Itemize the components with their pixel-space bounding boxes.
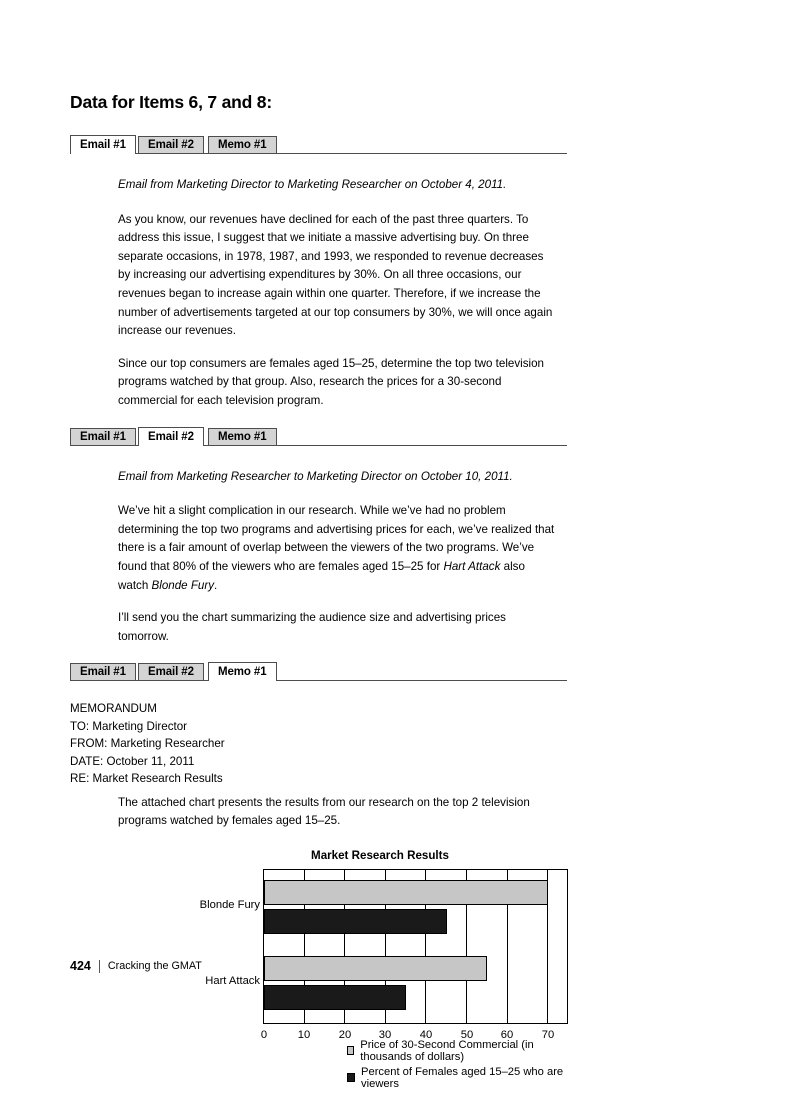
bar-hart-attack-percent bbox=[264, 985, 406, 1010]
footer-divider bbox=[99, 960, 100, 973]
chart-title: Market Research Results bbox=[311, 848, 449, 862]
memo-line-re: RE: Market Research Results bbox=[70, 772, 223, 786]
chart-frame-right bbox=[567, 869, 568, 1024]
legend-label-price: Price of 30-Second Commercial (in thousands of dollars) bbox=[360, 1038, 534, 1063]
tab-memo-1[interactable]: Memo #1 bbox=[208, 428, 277, 445]
tab-baseline bbox=[70, 680, 567, 681]
tab-email-1[interactable]: Email #1 bbox=[70, 663, 136, 680]
chart-x-tick: 0 bbox=[260, 1028, 268, 1041]
chart-x-tick: 60 bbox=[500, 1028, 514, 1041]
chart-x-tick: 30 bbox=[378, 1028, 392, 1041]
chart-category-label-blonde-fury: Blonde Fury bbox=[199, 898, 260, 911]
tab-email-2[interactable]: Email #2 bbox=[138, 427, 204, 446]
tab-baseline bbox=[70, 153, 567, 154]
legend-swatch-icon bbox=[347, 1073, 355, 1082]
email-1-body bbox=[118, 154, 558, 411]
legend-label-percent: Percent of Females aged 15–25 who are viewers bbox=[361, 1065, 564, 1090]
chart-x-tick: 20 bbox=[338, 1028, 352, 1041]
chart-frame-top bbox=[263, 869, 568, 870]
email-2-program-1: Hart Attack bbox=[443, 559, 501, 573]
email-2-body bbox=[118, 446, 558, 647]
page-content bbox=[70, 92, 570, 1090]
email-1-paragraph-2: Since our top consumers are females aged 15–25, determine the top two television programs watched by that group. Also, research the prices for a 30-second commercial for each television program. bbox=[118, 356, 544, 407]
chart-x-tick: 40 bbox=[419, 1028, 433, 1041]
email-1-paragraph-1: As you know, our revenues have declined for each of the past three quarters. To address this issue, I suggest that we initiate a massive advertising buy. On three separate occasions, in 1978, 1987, and 1993, we responded to revenue decreases by increasing our advertising expenditures by 30%. On all three occasions, our revenues began to increase again within one quarter. Therefore, if we increase the number of advertisements targeted at our top consumers by 30%, we will once again increase our revenues. bbox=[118, 212, 553, 338]
chart-x-tick: 50 bbox=[460, 1028, 474, 1041]
legend-item-percent bbox=[347, 1066, 570, 1090]
legend-item-price bbox=[347, 1039, 570, 1063]
footer-book-title: Cracking the GMAT bbox=[107, 960, 202, 972]
memo-line-title: MEMORANDUM bbox=[70, 702, 157, 716]
email-2-paragraph-2: I’ll send you the chart summarizing the audience size and advertising prices tomorrow. bbox=[118, 611, 506, 643]
bar-blonde-fury-percent bbox=[264, 909, 447, 934]
memo-paragraph: The attached chart presents the results from our research on the top 2 television programs watched by females aged 15–25. bbox=[118, 795, 530, 828]
tab-memo-1[interactable]: Memo #1 bbox=[208, 136, 277, 153]
legend-swatch-icon bbox=[347, 1046, 354, 1055]
email-2-header-line: Email from Marketing Researcher to Marketing Director on October 10, 2011. bbox=[118, 469, 513, 483]
email-1-header-line: Email from Marketing Director to Marketing Researcher on October 4, 2011. bbox=[118, 178, 507, 191]
email-2-text-b: also watch bbox=[118, 559, 525, 592]
email-2-program-2: Blonde Fury bbox=[151, 578, 215, 592]
email-2-paragraph-1 bbox=[118, 502, 558, 595]
tab-strip-2 bbox=[70, 427, 567, 446]
chart-legend bbox=[347, 1039, 570, 1093]
tab-strip-1 bbox=[70, 135, 567, 154]
chart-category-label-hart-attack: Hart Attack bbox=[205, 974, 260, 987]
tab-email-1[interactable]: Email #1 bbox=[70, 135, 136, 154]
bar-blonde-fury-price bbox=[264, 880, 548, 905]
tab-email-2[interactable]: Email #2 bbox=[138, 663, 204, 680]
memo-line-to: TO: Marketing Director bbox=[70, 719, 188, 733]
chart-x-tick: 10 bbox=[297, 1028, 311, 1041]
email-2-text-a: We’ve hit a slight complication in our research. While we’ve had no problem determining the top two programs and advertising prices for each, we’ve realized that there is a fair amount of overlap between the viewers of the two programs. We’ve found that 80% of the viewers who are females aged 15–25 for bbox=[118, 504, 555, 573]
memo-body bbox=[70, 681, 570, 831]
page-number: 424 bbox=[70, 959, 91, 973]
bar-hart-attack-price bbox=[264, 956, 487, 981]
chart-x-tick: 70 bbox=[541, 1028, 555, 1041]
memo-line-date: DATE: October 11, 2011 bbox=[70, 754, 195, 768]
chart-plot-area bbox=[199, 869, 568, 1041]
tab-email-2[interactable]: Email #2 bbox=[138, 136, 204, 153]
page-footer bbox=[70, 959, 202, 973]
tab-email-1[interactable]: Email #1 bbox=[70, 428, 136, 445]
email-2-text-c: . bbox=[214, 578, 218, 592]
tab-strip-3 bbox=[70, 662, 567, 681]
chart-frame-bottom bbox=[263, 1023, 568, 1024]
tab-memo-1[interactable]: Memo #1 bbox=[208, 662, 277, 681]
page-title: Data for Items 6, 7 and 8: bbox=[70, 92, 272, 112]
memo-line-from: FROM: Marketing Researcher bbox=[70, 737, 225, 751]
